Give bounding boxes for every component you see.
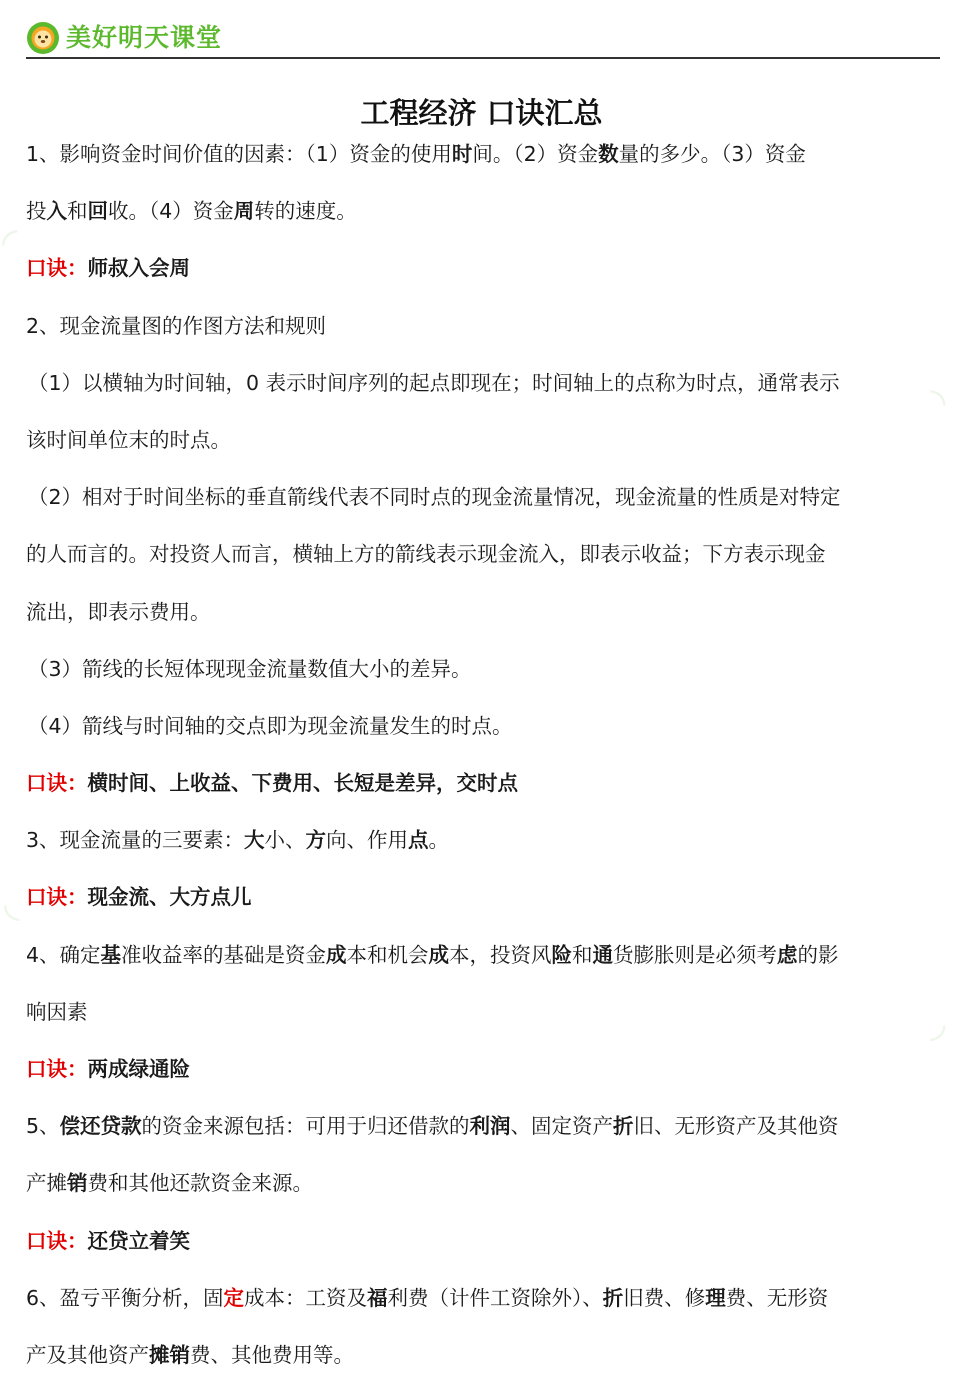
text-segment: （1）以横轴为时间轴，0 表示时间序列的起点即现在；时间轴上的点称为时点，通常表示 bbox=[28, 370, 840, 395]
text-line bbox=[26, 355, 940, 412]
text-line bbox=[26, 584, 940, 641]
bold-keyword: 通 bbox=[592, 942, 614, 967]
mnemonic-line bbox=[26, 869, 940, 926]
bold-keyword: 周 bbox=[233, 199, 255, 224]
text-line bbox=[26, 412, 940, 469]
bold-keyword: 入 bbox=[46, 199, 67, 224]
text-line bbox=[26, 183, 940, 240]
bold-keyword: 数 bbox=[598, 142, 619, 166]
header-divider bbox=[26, 57, 940, 59]
text-segment: 4、确定 bbox=[26, 942, 101, 967]
text-segment: 现金流、大方点儿 bbox=[87, 885, 252, 910]
watermark: ◞ bbox=[930, 1000, 946, 1046]
text-segment: 2、现金流量图的作图方法和规则 bbox=[26, 313, 327, 338]
bold-keyword: 销 bbox=[67, 1171, 88, 1196]
text-segment: 本和机会 bbox=[346, 942, 429, 967]
text-segment: 货膨胀则是必须考 bbox=[613, 942, 778, 967]
mnemonic-label: 口诀： bbox=[26, 771, 88, 796]
mnemonic-line bbox=[26, 755, 940, 812]
bold-keyword: 险 bbox=[551, 942, 573, 967]
bold-keyword: 定 bbox=[223, 1285, 245, 1310]
text-segment: 。 bbox=[428, 828, 450, 853]
bold-keyword: 理 bbox=[705, 1285, 726, 1310]
text-line bbox=[26, 126, 940, 183]
watermark: ◜ bbox=[2, 220, 18, 266]
mnemonic-line bbox=[26, 1213, 940, 1270]
bold-keyword: 成 bbox=[326, 942, 347, 967]
text-line bbox=[26, 469, 940, 526]
mnemonic-line bbox=[26, 1041, 940, 1098]
bold-keyword: 时 bbox=[451, 142, 473, 166]
text-segment: 准收益率的基础是资金 bbox=[121, 942, 327, 967]
mnemonic-line bbox=[26, 240, 940, 297]
text-segment: 两成绿通险 bbox=[87, 1057, 190, 1081]
text-segment: 旧费、修 bbox=[623, 1285, 706, 1310]
text-segment: 师叔入会周 bbox=[87, 256, 190, 281]
text-segment: 该时间单位末的时点。 bbox=[26, 427, 231, 452]
bold-keyword: 点 bbox=[408, 828, 429, 853]
text-segment: 响因素 bbox=[26, 999, 88, 1024]
text-line bbox=[26, 1327, 940, 1384]
text-segment: 产及其他资产 bbox=[26, 1342, 149, 1367]
text-segment: 收。（4）资金 bbox=[108, 199, 234, 224]
bold-keyword: 成 bbox=[428, 942, 450, 967]
bold-keyword: 摊销 bbox=[149, 1342, 190, 1367]
header bbox=[26, 18, 222, 58]
text-segment: 量的多少。（3）资金 bbox=[618, 142, 806, 166]
bold-keyword: 方 bbox=[305, 828, 327, 853]
text-segment: 成本：工资及 bbox=[244, 1285, 368, 1310]
bold-keyword: 福 bbox=[367, 1285, 388, 1310]
text-segment: 间。（2）资金 bbox=[472, 142, 599, 166]
text-segment: 6、盈亏平衡分析，固 bbox=[26, 1285, 224, 1310]
text-line bbox=[26, 641, 940, 698]
text-segment: 和 bbox=[572, 942, 593, 967]
text-segment: 本，投资风 bbox=[449, 942, 552, 967]
text-line bbox=[26, 298, 940, 355]
text-segment: 流出，即表示费用。 bbox=[26, 599, 211, 624]
text-segment: 产摊 bbox=[26, 1171, 67, 1196]
text-segment: 的资金来源包括：可用于归还借款的 bbox=[141, 1114, 470, 1139]
text-line bbox=[26, 1098, 940, 1155]
text-line bbox=[26, 1155, 940, 1212]
text-segment: 的影 bbox=[797, 942, 839, 967]
text-line bbox=[26, 1270, 940, 1327]
bold-keyword: 基 bbox=[100, 942, 122, 967]
text-segment: 小、 bbox=[264, 828, 306, 853]
text-segment: 3、现金流量的三要素： bbox=[26, 828, 245, 853]
text-segment: （2）相对于时间坐标的垂直箭线代表不同时点的现金流量情况，现金流量的性质是对特定 bbox=[28, 485, 841, 510]
text-segment: 和 bbox=[67, 199, 88, 224]
text-line bbox=[26, 984, 940, 1041]
mnemonic-label: 口诀： bbox=[26, 256, 88, 281]
text-segment: 5、 bbox=[26, 1114, 60, 1139]
text-segment: 转的速度。 bbox=[254, 199, 357, 224]
document-body bbox=[26, 126, 940, 1384]
watermark: ◝ bbox=[930, 380, 946, 426]
lion-head-icon bbox=[26, 21, 60, 55]
bold-keyword: 利润 bbox=[469, 1114, 511, 1139]
text-line bbox=[26, 526, 940, 583]
text-segment: 投 bbox=[26, 199, 47, 224]
text-segment: 、固定资产 bbox=[510, 1114, 614, 1139]
text-line bbox=[26, 927, 940, 984]
text-segment: 旧、无形资产及其他资 bbox=[633, 1114, 839, 1139]
bold-keyword: 大 bbox=[244, 828, 265, 853]
text-segment: 向、作用 bbox=[326, 828, 409, 853]
bold-keyword: 回 bbox=[87, 199, 108, 224]
bold-keyword: 偿还贷款 bbox=[59, 1114, 142, 1139]
mnemonic-label: 口诀： bbox=[26, 885, 88, 910]
text-segment: 费和其他还款资金来源。 bbox=[87, 1171, 313, 1196]
text-segment: （3）箭线的长短体现现金流量数值大小的差异。 bbox=[28, 656, 472, 681]
mnemonic-label: 口诀： bbox=[26, 1228, 88, 1253]
text-segment: 1、影响资金时间价值的因素：（1）资金的使用 bbox=[26, 142, 452, 166]
text-segment: 费、其他费用等。 bbox=[190, 1342, 354, 1367]
text-segment: （4）箭线与时间轴的交点即为现金流量发生的时点。 bbox=[28, 713, 513, 738]
brand-name: 美好明天课堂 bbox=[66, 23, 223, 52]
watermark: ◟ bbox=[4, 880, 20, 926]
mnemonic-label: 口诀： bbox=[26, 1057, 88, 1081]
text-segment: 还贷立着笑 bbox=[87, 1228, 190, 1253]
bold-keyword: 折 bbox=[602, 1285, 624, 1310]
text-segment: 费、无形资 bbox=[725, 1285, 829, 1310]
page-title: 工程经济 口诀汇总 bbox=[360, 96, 603, 130]
text-line bbox=[26, 812, 940, 869]
bold-keyword: 折 bbox=[613, 1114, 634, 1139]
text-segment: 的人而言的。对投资人而言，横轴上方的箭线表示现金流入，即表示收益；下方表示现金 bbox=[26, 542, 826, 567]
text-segment: 利费（计件工资除外）、 bbox=[387, 1285, 603, 1310]
bold-keyword: 虑 bbox=[777, 942, 798, 967]
text-segment: 横时间、上收益、下费用、长短是差异，交时点 bbox=[87, 771, 518, 796]
text-line bbox=[26, 698, 940, 755]
